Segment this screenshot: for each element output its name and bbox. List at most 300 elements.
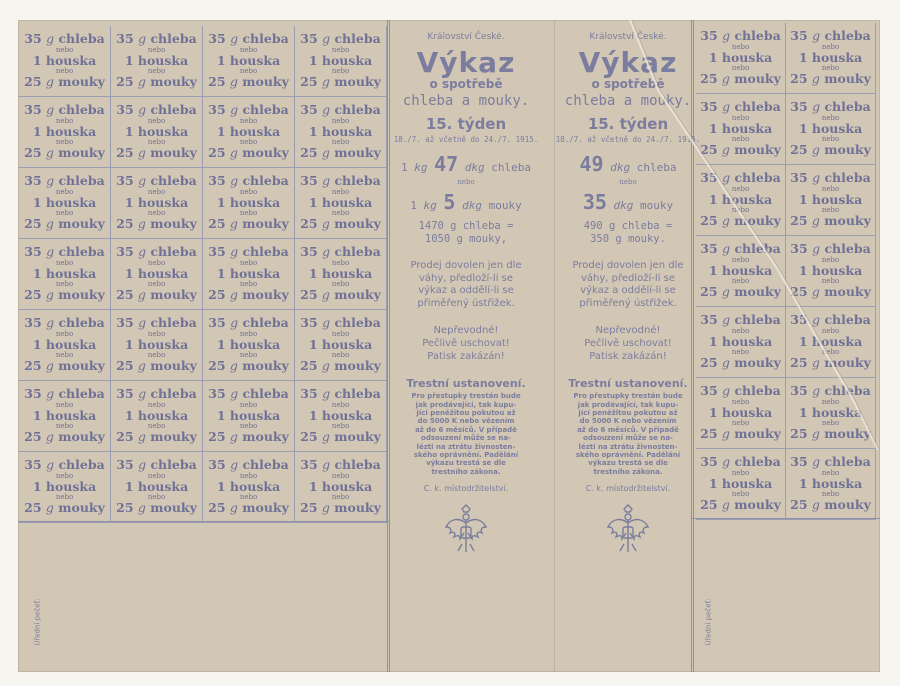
week-dates: 18./7. až včetně do 24./7. 1915. bbox=[393, 135, 539, 144]
penal-line: odsouzení může se na- bbox=[421, 434, 511, 443]
coupon-or: nebo bbox=[239, 280, 258, 289]
penal-line: lézti na ztrátu živnosten- bbox=[578, 442, 678, 451]
ration-coupon bbox=[295, 239, 387, 310]
panel-title: Výkaz bbox=[578, 46, 678, 79]
coupon-bread: 35 g chleba bbox=[700, 312, 781, 328]
ration-coupon bbox=[786, 236, 876, 307]
penal-line: Pro přestupky trestán bude bbox=[573, 392, 683, 401]
ration-coupon bbox=[203, 97, 295, 168]
official-seal-label: Úřední pečeť: bbox=[704, 598, 713, 646]
coupon-bread: 35 g chleba bbox=[116, 244, 197, 260]
coupon-roll: 1 houska bbox=[124, 123, 189, 139]
coupon-or: nebo bbox=[55, 329, 74, 338]
ration-coupon bbox=[786, 94, 876, 165]
coupon-roll: 1 houska bbox=[708, 191, 773, 207]
coupon-or: nebo bbox=[731, 326, 750, 335]
coupon-or: nebo bbox=[821, 42, 840, 51]
ration-coupon bbox=[203, 239, 295, 310]
ration-coupon bbox=[696, 23, 786, 94]
coupon-or: nebo bbox=[55, 187, 74, 196]
ration-coupon bbox=[295, 26, 387, 97]
penal-provisions bbox=[386, 392, 546, 476]
ration-coupon bbox=[111, 310, 203, 381]
ration-coupon bbox=[696, 94, 786, 165]
coupon-or: nebo bbox=[331, 258, 350, 267]
coupon-or: nebo bbox=[821, 419, 840, 428]
coupon-flour: 25 g mouky bbox=[24, 74, 105, 90]
coupon-flour: 25 g mouky bbox=[24, 500, 105, 516]
ration-coupon bbox=[786, 378, 876, 449]
bread-dkg: 47 bbox=[434, 152, 459, 176]
coupon-roll: 1 houska bbox=[708, 333, 773, 349]
coupon-or: nebo bbox=[821, 135, 840, 144]
flour-word: mouky bbox=[640, 199, 674, 212]
coupon-roll: 1 houska bbox=[124, 265, 189, 281]
coupon-bread: 35 g chleba bbox=[790, 241, 871, 257]
coupon-flour: 25 g mouky bbox=[700, 142, 781, 158]
coupon-roll: 1 houska bbox=[216, 123, 281, 139]
coupon-or: nebo bbox=[731, 135, 750, 144]
coupon-flour: 25 g mouky bbox=[790, 497, 871, 513]
penal-line: až do 6 měsíců. V případě bbox=[577, 425, 679, 434]
bread-dkg-unit: dkg bbox=[464, 161, 485, 174]
ration-coupon bbox=[19, 168, 111, 239]
coupon-roll: 1 houska bbox=[32, 123, 97, 139]
coupon-flour: 25 g mouky bbox=[300, 358, 381, 374]
coupon-bread: 35 g chleba bbox=[116, 386, 197, 402]
equivalence-line: 350 g mouky. bbox=[590, 233, 666, 246]
coupon-or: nebo bbox=[731, 490, 750, 499]
coupon-flour: 25 g mouky bbox=[116, 216, 197, 232]
coupon-bread: 35 g chleba bbox=[300, 386, 381, 402]
ration-coupon bbox=[786, 307, 876, 378]
ration-coupon bbox=[295, 452, 387, 523]
coupon-or: nebo bbox=[331, 329, 350, 338]
coupon-or: nebo bbox=[147, 422, 166, 431]
bread-word: chleba bbox=[636, 161, 677, 174]
ration-coupon bbox=[786, 23, 876, 94]
or-label: nebo bbox=[457, 178, 475, 186]
ration-coupon bbox=[19, 239, 111, 310]
coupon-flour: 25 g mouky bbox=[790, 142, 871, 158]
coupon-or: nebo bbox=[331, 45, 350, 54]
coupon-or: nebo bbox=[331, 493, 350, 502]
penal-line: Pro přestupky trestán bude bbox=[411, 392, 521, 401]
penal-line: výkazu trestá se dle bbox=[426, 459, 506, 468]
coupon-or: nebo bbox=[821, 468, 840, 477]
ration-coupon bbox=[696, 236, 786, 307]
penal-title: Trestní ustanovení. bbox=[406, 377, 526, 391]
left-coupon-grid bbox=[19, 26, 387, 523]
coupon-or: nebo bbox=[239, 187, 258, 196]
sale-line: přiměřený ústřižek. bbox=[417, 297, 515, 309]
coupon-roll: 1 houska bbox=[708, 475, 773, 491]
coupon-flour: 25 g mouky bbox=[790, 71, 871, 87]
coupon-or: nebo bbox=[239, 209, 258, 218]
coupon-roll: 1 houska bbox=[708, 262, 773, 278]
ration-coupon bbox=[696, 307, 786, 378]
coupon-bread: 35 g chleba bbox=[300, 457, 381, 473]
right-coupon-grid bbox=[696, 23, 876, 520]
coupon-or: nebo bbox=[331, 422, 350, 431]
coupon-flour: 25 g mouky bbox=[116, 500, 197, 516]
coupon-flour: 25 g mouky bbox=[790, 284, 871, 300]
ration-coupon bbox=[786, 165, 876, 236]
coupon-or: nebo bbox=[731, 468, 750, 477]
coupon-roll: 1 houska bbox=[124, 407, 189, 423]
coupon-roll: 1 houska bbox=[124, 194, 189, 210]
coupon-bread: 35 g chleba bbox=[790, 170, 871, 186]
coupon-or: nebo bbox=[731, 184, 750, 193]
coupon-or: nebo bbox=[821, 348, 840, 357]
panel-food: chleba a mouky. bbox=[402, 93, 530, 109]
sale-rule bbox=[386, 260, 546, 310]
coupon-flour: 25 g mouky bbox=[300, 500, 381, 516]
coupon-or: nebo bbox=[239, 400, 258, 409]
sale-line: přiměřený ústřižek. bbox=[579, 297, 677, 309]
bottom-line-right bbox=[691, 518, 880, 519]
penal-line: jak prodávající, tak kupu- bbox=[577, 400, 679, 409]
or-label: nebo bbox=[619, 178, 637, 186]
panel-food: chleba a mouky. bbox=[564, 93, 692, 109]
coupon-roll: 1 houska bbox=[798, 120, 863, 136]
coupon-bread: 35 g chleba bbox=[116, 457, 197, 473]
bread-dkg-unit: dkg bbox=[610, 161, 631, 174]
flour-allowance bbox=[386, 190, 546, 214]
coupon-or: nebo bbox=[821, 255, 840, 264]
coupon-roll: 1 houska bbox=[798, 404, 863, 420]
coupon-roll: 1 houska bbox=[216, 194, 281, 210]
coupon-bread: 35 g chleba bbox=[208, 31, 289, 47]
penal-line: do 5000 K nebo vězením bbox=[579, 417, 677, 426]
penal-line: trestního zákona. bbox=[593, 467, 663, 476]
ration-coupon bbox=[19, 310, 111, 381]
coupon-bread: 35 g chleba bbox=[790, 99, 871, 115]
coupon-flour: 25 g mouky bbox=[24, 358, 105, 374]
coupon-or: nebo bbox=[821, 184, 840, 193]
coupon-or: nebo bbox=[147, 138, 166, 147]
coupon-or: nebo bbox=[331, 67, 350, 76]
coupon-or: nebo bbox=[55, 45, 74, 54]
penal-line: lézti na ztrátu živnosten- bbox=[416, 442, 516, 451]
coupon-roll: 1 houska bbox=[798, 475, 863, 491]
coupon-roll: 1 houska bbox=[124, 478, 189, 494]
coupon-or: nebo bbox=[147, 351, 166, 360]
ration-coupon bbox=[295, 381, 387, 452]
coupon-bread: 35 g chleba bbox=[208, 386, 289, 402]
coupon-flour: 25 g mouky bbox=[24, 216, 105, 232]
ration-coupon bbox=[295, 310, 387, 381]
flour-word: mouky bbox=[488, 199, 522, 212]
coupon-roll: 1 houska bbox=[124, 336, 189, 352]
coupon-bread: 35 g chleba bbox=[116, 173, 197, 189]
sale-line: výkaz a oddělí-li se bbox=[418, 285, 514, 297]
coupon-or: nebo bbox=[55, 400, 74, 409]
ration-coupon bbox=[19, 26, 111, 97]
coupon-or: nebo bbox=[147, 209, 166, 218]
coupon-flour: 25 g mouky bbox=[700, 355, 781, 371]
coupon-or: nebo bbox=[821, 397, 840, 406]
coupon-flour: 25 g mouky bbox=[300, 287, 381, 303]
ration-coupon bbox=[786, 449, 876, 520]
coupon-roll: 1 houska bbox=[798, 333, 863, 349]
coupon-roll: 1 houska bbox=[798, 262, 863, 278]
coupon-bread: 35 g chleba bbox=[700, 454, 781, 470]
coupon-flour: 25 g mouky bbox=[300, 216, 381, 232]
bread-word: chleba bbox=[491, 161, 532, 174]
coupon-or: nebo bbox=[55, 493, 74, 502]
coupon-or: nebo bbox=[239, 67, 258, 76]
warnings bbox=[548, 324, 708, 363]
coupon-flour: 25 g mouky bbox=[208, 216, 289, 232]
week-number: 15. bbox=[425, 115, 453, 133]
coupon-bread: 35 g chleba bbox=[24, 457, 105, 473]
warning-line: Pečlivě uschovat! bbox=[422, 338, 510, 350]
coupon-bread: 35 g chleba bbox=[116, 31, 197, 47]
coupon-flour: 25 g mouky bbox=[116, 358, 197, 374]
week-number: 15. bbox=[587, 115, 615, 133]
coupon-or: nebo bbox=[147, 280, 166, 289]
coupon-flour: 25 g mouky bbox=[208, 145, 289, 161]
flour-kg: 1 bbox=[410, 199, 417, 212]
bread-kg: 1 bbox=[400, 161, 408, 174]
coupon-roll: 1 houska bbox=[32, 336, 97, 352]
coupon-bread: 35 g chleba bbox=[700, 241, 781, 257]
coupon-flour: 25 g mouky bbox=[24, 145, 105, 161]
warning-line: Pečlivě uschovat! bbox=[584, 338, 672, 350]
ration-panel-left bbox=[386, 30, 546, 555]
coupon-or: nebo bbox=[147, 45, 166, 54]
coupon-or: nebo bbox=[331, 400, 350, 409]
coupon-bread: 35 g chleba bbox=[790, 383, 871, 399]
penal-line: jící peněžitou pokutou až bbox=[416, 409, 516, 418]
coupon-flour: 25 g mouky bbox=[300, 145, 381, 161]
flour-dkg-unit: dkg bbox=[462, 199, 482, 212]
coupon-bread: 35 g chleba bbox=[700, 383, 781, 399]
sale-line: Prodej dovolen jen dle bbox=[410, 260, 522, 272]
coupon-or: nebo bbox=[731, 255, 750, 264]
coupon-roll: 1 houska bbox=[216, 52, 281, 68]
coupon-bread: 35 g chleba bbox=[24, 315, 105, 331]
coupon-bread: 35 g chleba bbox=[700, 170, 781, 186]
ration-coupon bbox=[111, 452, 203, 523]
coupon-or: nebo bbox=[239, 493, 258, 502]
ration-coupon bbox=[19, 97, 111, 168]
panel-title: Výkaz bbox=[416, 46, 516, 79]
penal-line: trestního zákona. bbox=[431, 467, 501, 476]
coupon-flour: 25 g mouky bbox=[208, 429, 289, 445]
week-word: týden bbox=[457, 115, 507, 133]
penal-title: Trestní ustanovení. bbox=[568, 377, 688, 391]
coupon-or: nebo bbox=[147, 67, 166, 76]
ration-coupon bbox=[203, 381, 295, 452]
penal-line: do 5000 K nebo vězením bbox=[417, 417, 515, 426]
coupon-bread: 35 g chleba bbox=[300, 173, 381, 189]
sale-line: výkaz a oddělí-li se bbox=[580, 285, 676, 297]
coupon-roll: 1 houska bbox=[216, 336, 281, 352]
ration-coupon bbox=[696, 378, 786, 449]
coupon-bread: 35 g chleba bbox=[24, 244, 105, 260]
bread-dkg: 49 bbox=[579, 152, 604, 176]
coupon-bread: 35 g chleba bbox=[790, 28, 871, 44]
coupon-flour: 25 g mouky bbox=[700, 71, 781, 87]
warning-line: Nepřevodné! bbox=[433, 325, 499, 337]
coupon-or: nebo bbox=[147, 471, 166, 480]
coupon-or: nebo bbox=[731, 397, 750, 406]
coupon-or: nebo bbox=[55, 280, 74, 289]
flour-kg-unit: kg bbox=[423, 199, 437, 212]
coupon-or: nebo bbox=[331, 351, 350, 360]
bread-allowance bbox=[548, 152, 708, 176]
coupon-flour: 25 g mouky bbox=[116, 145, 197, 161]
coupon-bread: 35 g chleba bbox=[208, 102, 289, 118]
coupon-flour: 25 g mouky bbox=[700, 213, 781, 229]
coupon-roll: 1 houska bbox=[308, 265, 373, 281]
ration-coupon bbox=[295, 97, 387, 168]
coupon-or: nebo bbox=[239, 258, 258, 267]
coupon-or: nebo bbox=[331, 209, 350, 218]
flour-dkg: 5 bbox=[443, 190, 456, 214]
coupon-or: nebo bbox=[147, 329, 166, 338]
bread-allowance bbox=[386, 152, 546, 176]
penal-provisions bbox=[548, 392, 708, 476]
ration-panel-right bbox=[548, 30, 708, 555]
flour-dkg-unit: dkg bbox=[613, 199, 634, 212]
coupon-roll: 1 houska bbox=[308, 194, 373, 210]
ration-coupon bbox=[111, 26, 203, 97]
coupon-or: nebo bbox=[147, 493, 166, 502]
warning-line: Nepřevodné! bbox=[595, 325, 661, 337]
coupon-or: nebo bbox=[821, 277, 840, 286]
coupon-or: nebo bbox=[239, 45, 258, 54]
coupon-bread: 35 g chleba bbox=[116, 315, 197, 331]
ration-coupon bbox=[19, 381, 111, 452]
coupon-flour: 25 g mouky bbox=[208, 358, 289, 374]
coupon-or: nebo bbox=[147, 258, 166, 267]
ration-coupon bbox=[203, 168, 295, 239]
ration-sheet bbox=[18, 20, 880, 672]
coupon-bread: 35 g chleba bbox=[300, 31, 381, 47]
panel-subtitle: o spotřebě bbox=[591, 77, 665, 91]
coupon-bread: 35 g chleba bbox=[790, 312, 871, 328]
coupon-or: nebo bbox=[331, 471, 350, 480]
coupon-bread: 35 g chleba bbox=[24, 102, 105, 118]
coupon-roll: 1 houska bbox=[798, 49, 863, 65]
coupon-flour: 25 g mouky bbox=[790, 213, 871, 229]
coupon-or: nebo bbox=[239, 471, 258, 480]
coupon-roll: 1 houska bbox=[308, 336, 373, 352]
coupon-or: nebo bbox=[147, 400, 166, 409]
coupon-or: nebo bbox=[239, 138, 258, 147]
coupon-roll: 1 houska bbox=[32, 407, 97, 423]
coupon-or: nebo bbox=[731, 419, 750, 428]
penal-line: jící peněžitou pokutou až bbox=[578, 409, 678, 418]
ration-coupon bbox=[203, 310, 295, 381]
flour-dkg: 35 bbox=[582, 190, 607, 214]
coupon-roll: 1 houska bbox=[32, 478, 97, 494]
warnings bbox=[386, 324, 546, 363]
week-dates: 18./7. až včetně do 24./7. 1915. bbox=[555, 135, 701, 144]
coupon-flour: 25 g mouky bbox=[700, 426, 781, 442]
ration-coupon bbox=[111, 168, 203, 239]
ration-coupon bbox=[19, 452, 111, 523]
coupon-bread: 35 g chleba bbox=[208, 244, 289, 260]
coupon-or: nebo bbox=[55, 116, 74, 125]
coupon-flour: 25 g mouky bbox=[700, 284, 781, 300]
coupon-flour: 25 g mouky bbox=[208, 500, 289, 516]
coupon-or: nebo bbox=[821, 64, 840, 73]
bread-kg-unit: kg bbox=[414, 161, 428, 174]
coupon-or: nebo bbox=[331, 280, 350, 289]
coupon-or: nebo bbox=[239, 422, 258, 431]
coupon-roll: 1 houska bbox=[32, 265, 97, 281]
coupon-roll: 1 houska bbox=[708, 49, 773, 65]
flour-allowance bbox=[548, 190, 708, 214]
coupon-bread: 35 g chleba bbox=[700, 28, 781, 44]
equivalence bbox=[386, 220, 546, 246]
coupon-or: nebo bbox=[731, 348, 750, 357]
coupon-bread: 35 g chleba bbox=[116, 102, 197, 118]
coupon-roll: 1 houska bbox=[308, 478, 373, 494]
week-word: týden bbox=[619, 115, 669, 133]
ration-coupon bbox=[696, 165, 786, 236]
warning-line: Patisk zakázán! bbox=[427, 351, 505, 363]
coupon-bread: 35 g chleba bbox=[24, 386, 105, 402]
coupon-or: nebo bbox=[55, 138, 74, 147]
imperial-eagle-icon bbox=[606, 503, 650, 555]
sale-line: váhy, předloží-li se bbox=[580, 272, 676, 284]
coupon-flour: 25 g mouky bbox=[116, 429, 197, 445]
coupon-or: nebo bbox=[821, 326, 840, 335]
penal-line: ského oprávnění. Padělání bbox=[575, 450, 681, 459]
coupon-roll: 1 houska bbox=[308, 407, 373, 423]
imperial-eagle-icon bbox=[444, 503, 488, 555]
coupon-or: nebo bbox=[731, 113, 750, 122]
coupon-bread: 35 g chleba bbox=[208, 173, 289, 189]
coupon-roll: 1 houska bbox=[124, 52, 189, 68]
coupon-bread: 35 g chleba bbox=[300, 102, 381, 118]
penal-line: odsouzení může se na- bbox=[583, 434, 673, 443]
coupon-or: nebo bbox=[821, 206, 840, 215]
coupon-or: nebo bbox=[731, 277, 750, 286]
penal-line: až do 6 měsíců. V případě bbox=[415, 425, 517, 434]
ration-coupon bbox=[111, 381, 203, 452]
panel-subtitle: o spotřebě bbox=[429, 77, 503, 91]
coupon-flour: 25 g mouky bbox=[208, 74, 289, 90]
coupon-flour: 25 g mouky bbox=[700, 497, 781, 513]
coupon-or: nebo bbox=[731, 42, 750, 51]
equivalence-line: 490 g chleba = bbox=[583, 220, 673, 232]
coupon-flour: 25 g mouky bbox=[300, 74, 381, 90]
ration-coupon bbox=[203, 26, 295, 97]
ration-coupon bbox=[696, 449, 786, 520]
penal-line: jak prodávající, tak kupu- bbox=[415, 400, 517, 409]
coupon-roll: 1 houska bbox=[32, 52, 97, 68]
coupon-flour: 25 g mouky bbox=[24, 429, 105, 445]
coupon-roll: 1 houska bbox=[308, 52, 373, 68]
coupon-bread: 35 g chleba bbox=[300, 315, 381, 331]
ration-coupon bbox=[111, 97, 203, 168]
coupon-or: nebo bbox=[821, 113, 840, 122]
penal-line: výkazu trestá se dle bbox=[588, 459, 668, 468]
coupon-roll: 1 houska bbox=[216, 265, 281, 281]
coupon-or: nebo bbox=[55, 258, 74, 267]
bottom-line-left bbox=[18, 521, 390, 522]
coupon-or: nebo bbox=[821, 490, 840, 499]
coupon-roll: 1 houska bbox=[32, 194, 97, 210]
coupon-roll: 1 houska bbox=[798, 191, 863, 207]
authority: C. k. místodržitelství. bbox=[585, 484, 671, 494]
